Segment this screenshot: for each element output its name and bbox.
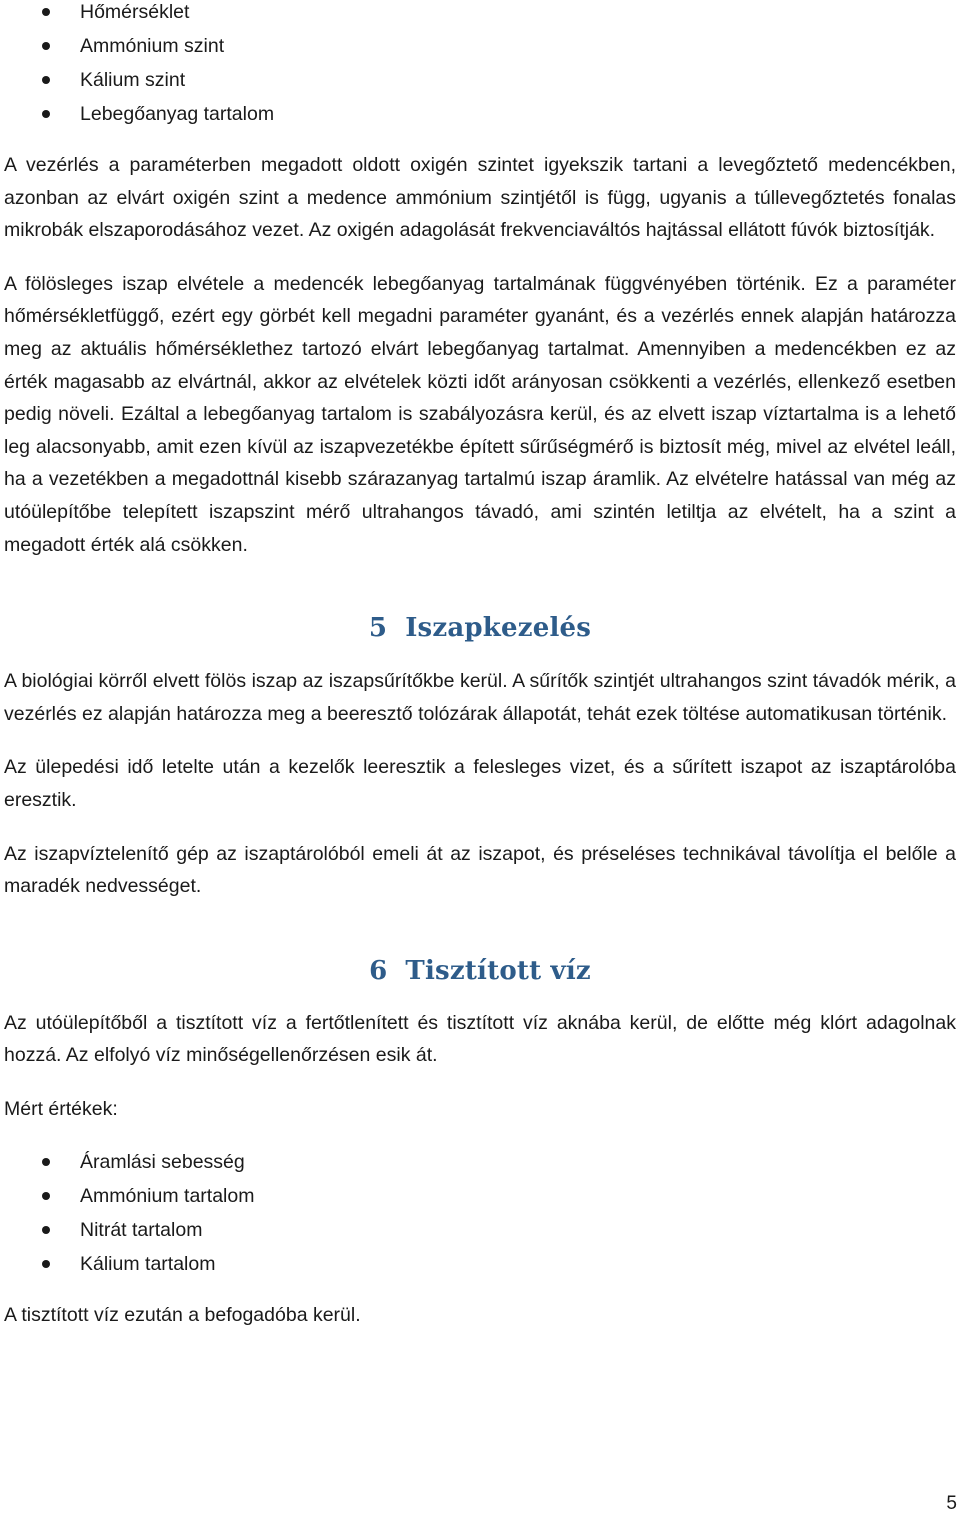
- measured-list-bottom: [4, 1145, 956, 1281]
- list-item-text: Nitrát tartalom: [80, 1219, 203, 1242]
- list-item: [4, 63, 956, 97]
- bullet-icon: [42, 76, 50, 84]
- paragraph-dewatering: Az iszapvíztelenítő gép az iszaptárolóból emeli át az iszapot, és préseléses technikával távolítja el belőle a maradék nedvességet.: [4, 842, 956, 898]
- bullet-icon: [42, 1158, 50, 1166]
- list-item-text: Kálium szint: [80, 69, 186, 91]
- measured-list-top: [4, 0, 956, 131]
- list-item: [4, 0, 956, 29]
- section-heading-5: [4, 613, 956, 643]
- section-title: Iszapkezelés: [405, 613, 592, 644]
- section-title: Tisztított víz: [405, 955, 591, 986]
- list-item: [4, 1213, 956, 1247]
- section-number: 5: [368, 613, 388, 644]
- paragraph-sludge-thickener: A biológiai körről elvett fölös iszap az iszapsűrítőkbe kerül. A sűrítők szintjét ultrahangos szint távadók mérik, a vezérlés ez alapján határozza meg a beeresztő tolózárak állapotát, tehát ezek töltése automatikusan történik.: [4, 670, 956, 725]
- bullet-icon: [42, 1226, 50, 1234]
- list-item: [4, 1247, 956, 1281]
- list-item: [4, 1145, 956, 1179]
- section-heading-6: [4, 956, 956, 986]
- bullet-icon: [42, 42, 50, 50]
- page-number: 5: [946, 1493, 957, 1514]
- paragraph-treated-water: Az utóülepítőből a tisztított víz a fertőtlenített és tisztított víz aknába kerül, de előtte még klórt adagolnak hozzá. Az elfolyó víz minőségellenőrzésen esik át.: [4, 1011, 956, 1067]
- list-item: [4, 97, 956, 131]
- bullet-icon: [42, 8, 50, 16]
- list-item-text: Áramlási sebesség: [80, 1151, 245, 1174]
- bullet-icon: [42, 1192, 50, 1200]
- list-item: [4, 29, 956, 63]
- paragraph-receiving-water: A tisztított víz ezután a befogadóba kerül.: [4, 1304, 361, 1327]
- list-item-text: Kálium tartalom: [80, 1253, 216, 1276]
- paragraph-oxygen-control: A vezérlés a paraméterben megadott oldott oxigén szintet igyekszik tartani a levegőztető medencékben, azonban az elvárt oxigén szint a medence ammónium szintjétől is függ, ugyanis a túllevegőztetés fonalas mikrobák elszaporodásához vezet. Az oxigén adagolását frekvenciaváltós hajtással ellátott fúvók biztosítják.: [4, 154, 956, 242]
- list-item-text: Ammónium szint: [80, 35, 225, 57]
- paragraph-settling: Az ülepedési idő letelte után a kezelők leeresztik a felesleges vizet, és a sűrített iszapot az iszaptárolóba eresztik.: [4, 756, 956, 811]
- list-item-text: Ammónium tartalom: [80, 1185, 255, 1208]
- bullet-icon: [42, 1260, 50, 1268]
- bullet-icon: [42, 110, 50, 118]
- list-item-text: Lebegőanyag tartalom: [80, 103, 275, 125]
- paragraph-measured-values-label: Mért értékek:: [4, 1097, 118, 1120]
- section-number: 6: [369, 955, 388, 986]
- paragraph-sludge-removal: A fölösleges iszap elvétele a medencék lebegőanyag tartalmának függvényében történik. Ez a paraméter hőmérsékletfüggő, ezért egy görbét kell megadni paraméter gyanánt, és a vezérlés ennek alapján határozza meg az aktuális hőmérséklethez tartozó elvárt lebegőanyag tartalmat. Amennyiben a medencékben ez az érték magasabb az elvártnál, akkor az elvételek közti időt arányosan csökkenti a vezérlés, ellenkező esetben pedig növeli. Ezáltal a lebegőanyag tartalom is szabályozásra kerül, és az elvett iszap víztartalma is a lehető leg alacsonyabb, amit ezen kívül az iszapvezetékbe épített sűrűségmérő is biztosít még, mivel az elvétel leáll, ha a vezetékben a megadottnál kisebb szárazanyag tartalmú iszap áramlik. Az elvételre hatással van még az utóülepítőbe telepített iszapszint mérő ultrahangos távadó, ami szintén letiltja az elvételt, ha a szint a megadott érték alá csökken.: [4, 272, 956, 556]
- list-item: [4, 1179, 956, 1213]
- list-item-text: Hőmérséklet: [80, 1, 190, 23]
